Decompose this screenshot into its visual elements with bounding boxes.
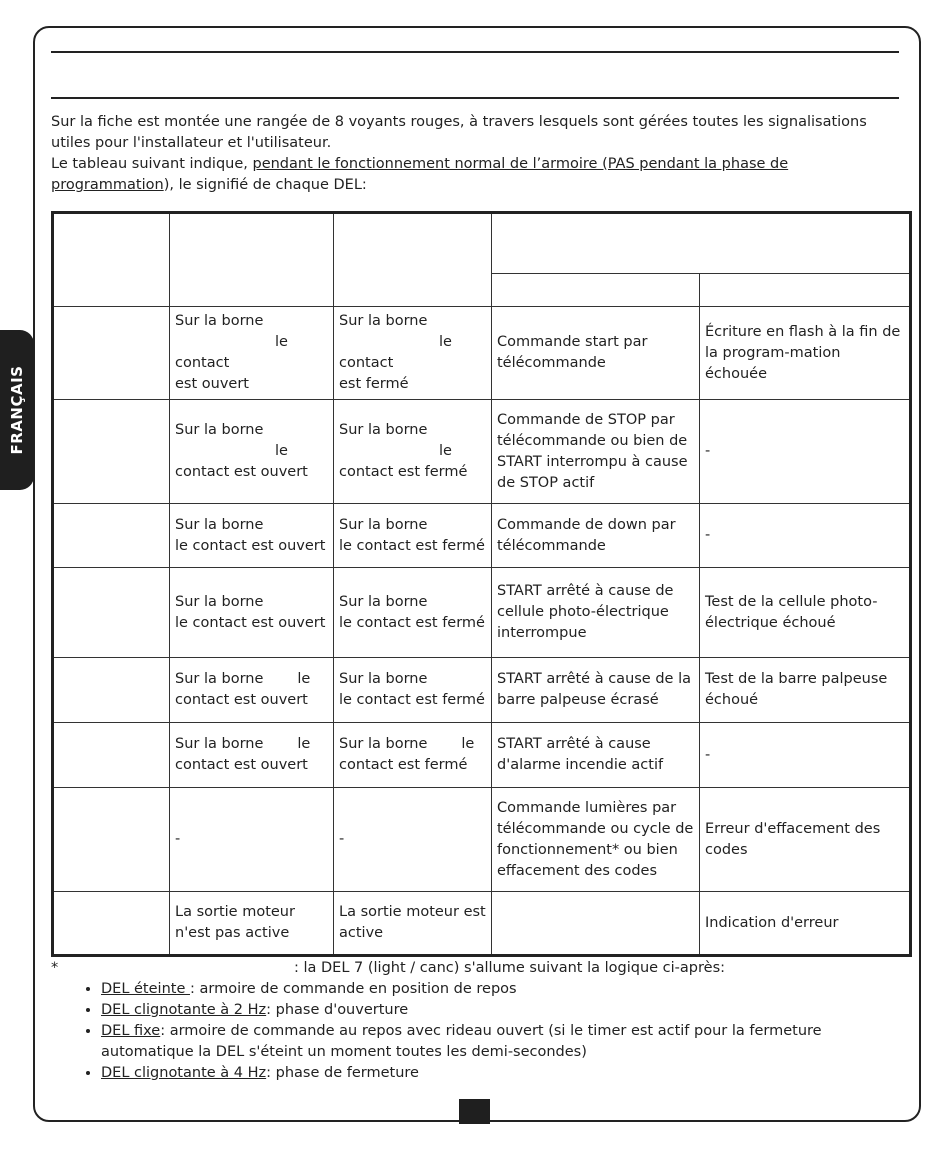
led-cell <box>53 788 170 892</box>
table-row <box>53 723 911 788</box>
table-row <box>53 892 911 956</box>
header-rule-bottom <box>51 97 899 99</box>
off-cell: Sur la borne le contact est ouvert <box>170 400 334 504</box>
on-cell: Sur la borne le contact est fermé <box>334 723 492 788</box>
led-cell <box>53 658 170 723</box>
led-cell <box>53 892 170 956</box>
table-header-row <box>53 213 911 274</box>
off-cell: Sur la borne le contact est ouvert <box>170 723 334 788</box>
header-flashing-slow <box>492 274 700 307</box>
table-row <box>53 568 911 658</box>
header-flashing <box>492 213 911 274</box>
header-flashing-fast <box>700 274 911 307</box>
off-cell: - <box>170 788 334 892</box>
table-row <box>53 788 911 892</box>
led-cell <box>53 568 170 658</box>
off-cell: La sortie moteur n'est pas active <box>170 892 334 956</box>
off-cell: Sur la borne le contact est ouvert <box>170 568 334 658</box>
intro-text <box>51 112 899 196</box>
footnote-text: : la DEL 7 (light / canc) s'allume suivant la logique ci-après: <box>294 960 726 976</box>
led-table <box>51 211 912 957</box>
flash-fast-cell: Test de la cellule photo-électrique échoué <box>700 568 911 658</box>
header-on <box>334 213 492 307</box>
list-item: • DEL clignotante à 2 Hz: phase d'ouverture <box>101 1000 899 1021</box>
flash-fast-cell: - <box>700 723 911 788</box>
flash-slow-cell: Commande de down par télécommande <box>492 504 700 568</box>
list-item: • DEL éteinte : armoire de commande en position de repos <box>101 979 899 1000</box>
off-cell: Sur la borne le contact est ouvert <box>170 504 334 568</box>
flash-fast-cell: - <box>700 504 911 568</box>
flash-slow-cell: START arrêté à cause d'alarme incendie actif <box>492 723 700 788</box>
on-cell: Sur la borne le contact est fermé <box>334 504 492 568</box>
intro-line-1: Sur la fiche est montée une rangée de 8 voyants rouges, à travers lesquels sont gérées toutes les signalisations utiles pour l'installateur et l'utilisateur. <box>51 114 867 151</box>
table-row <box>53 658 911 723</box>
off-cell: Sur la borne le contact est ouvert <box>170 658 334 723</box>
led-cell <box>53 723 170 788</box>
header-rule-top <box>51 51 899 53</box>
on-cell: - <box>334 788 492 892</box>
intro-line-2: Le tableau suivant indique, pendant le fonctionnement normal de l’armoire (PAS pendant la phase de programmation), le signifié de chaque DEL: <box>51 156 789 193</box>
list-item: • DEL fixe: armoire de commande au repos avec rideau ouvert (si le timer est actif pour la fermeture automatique la DEL s'éteint un moment toutes les demi-secondes) <box>101 1021 899 1063</box>
header-led <box>53 213 170 307</box>
flash-slow-cell <box>492 892 700 956</box>
flash-slow-cell: START arrêté à cause de la barre palpeuse écrasé <box>492 658 700 723</box>
language-tab <box>0 330 34 490</box>
on-cell: La sortie moteur est active <box>334 892 492 956</box>
flash-fast-cell: - <box>700 400 911 504</box>
footnote-marker: * <box>51 960 59 976</box>
footnote <box>51 958 899 1084</box>
flash-fast-cell: Test de la barre palpeuse échoué <box>700 658 911 723</box>
off-cell: Sur la borne le contact est ouvert <box>170 307 334 400</box>
flash-fast-cell: Indication d'erreur <box>700 892 911 956</box>
on-cell: Sur la borne le contact est fermé <box>334 568 492 658</box>
language-tab-label: FRANÇAIS <box>8 365 26 455</box>
flash-slow-cell: Commande lumières par télécommande ou cycle de fonctionnement* ou bien effacement des codes <box>492 788 700 892</box>
led-cell <box>53 400 170 504</box>
header-off <box>170 213 334 307</box>
footnote-list <box>51 979 899 1084</box>
page-number-box <box>459 1099 490 1124</box>
table-row <box>53 504 911 568</box>
on-cell: Sur la borne le contact est fermé <box>334 307 492 400</box>
flash-fast-cell: Écriture en flash à la fin de la program-mation échouée <box>700 307 911 400</box>
list-item: • DEL clignotante à 4 Hz: phase de fermeture <box>101 1063 899 1084</box>
intro-underlined: pendant le fonctionnement normal de l’armoire (PAS pendant la phase de programmation <box>51 156 789 193</box>
table-row <box>53 307 911 400</box>
led-cell <box>53 504 170 568</box>
flash-fast-cell: Erreur d'effacement des codes <box>700 788 911 892</box>
on-cell: Sur la borne le contact est fermé <box>334 658 492 723</box>
flash-slow-cell: Commande start par télécommande <box>492 307 700 400</box>
led-cell <box>53 307 170 400</box>
flash-slow-cell: START arrêté à cause de cellule photo-électrique interrompue <box>492 568 700 658</box>
on-cell: Sur la borne le contact est fermé <box>334 400 492 504</box>
table-row <box>53 400 911 504</box>
flash-slow-cell: Commande de STOP par télécommande ou bien de START interrompu à cause de STOP actif <box>492 400 700 504</box>
